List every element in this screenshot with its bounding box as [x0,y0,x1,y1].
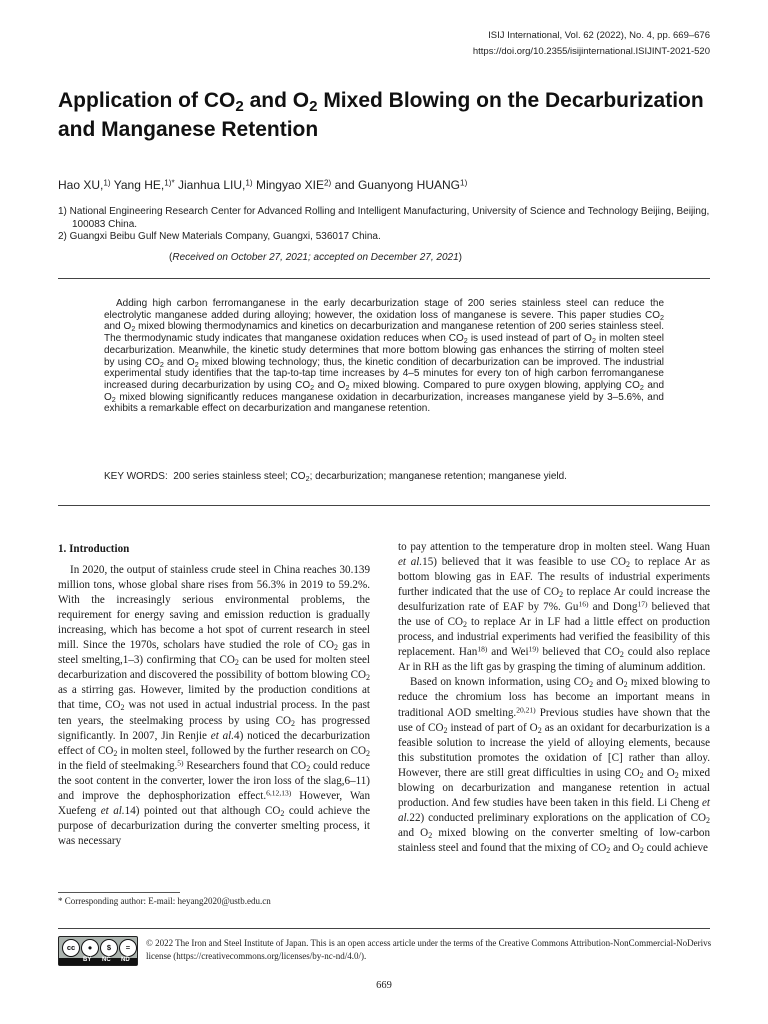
intro-paragraph-1: In 2020, the output of stainless crude steel in China reaches 30.139 million tons, whose global share rises from 56.3% in 2019 to 59.2%. With the increasingly serious environmental problems, the requirement for energy saving and emission reduction is gradually increasing, which has become a hot spot of current research in steel mill. Since the 1970s, scholars have studied the role of $CO_2$ gas in steel smelting,1–3) confirming that $CO_2$ can be used for molten steel decarburization and discovered the possibility of bottom blowing $CO_2$ as a stirring gas. However, limited by the production conditions at that time, $CO_2$ was not used in actual industrial process. In the past ten years, the steelmaking process by using $CO_2$ has progressed significantly. In 2007, Jin Renjie et al.4) noticed the decarburization effect of $CO_2$ in molten steel, followed by the further research on $CO_2$ in the field of steelmaking.$^{5)}$ Researchers found that $CO_2$ could reduce the soot content in the converter, lower the iron loss of the slag,6–11) and improve the dephosphorization effect.$^{6,12,13)}$ However, Wan Xuefeng et al.14) pointed out that although $CO_2$ could achieve the purpose of decarburization during the converter smelting process, it was necessary [58,564,371,847]
cc-license-badge[interactable] [58,936,138,966]
license-text: © 2022 The Iron and Steel Institute of Japan. This is an open access article under the terms of the Creative Commons Attribution-NonCommercial-NoDerivs license (https://creativecommons.org/licenses/by-nc-nd/4.0/). [146,938,712,961]
paper-title: Application of $CO_2$ and $O_2$ Mixed Blowing on the Decarburization and Manganese Retention [58,89,704,141]
license-rule [58,928,710,929]
nd-label: ND [121,957,130,963]
intro-paragraph-3: Based on known information, using $CO_2$ and $O_2$ mixed blowing to reduce the chromium loss has become an important means in traditional AOD smelting.$^{20,21)}$ Previous studies have shown that the use of $CO_2$ instead of part of $O_2$ as an oxidant for decarburization is a feasible solution to increase the yield of alloying elements, because this substitution promotes the oxidation of [C] rather than alloy. However, there are still great difficulties in using $CO_2$ and $O_2$ mixed blowing on decarburization and manganese retention in actual production. And few studies have been taken in this field. Li Cheng et al.22) conducted preliminary explorations on the application of $CO_2$ and $O_2$ mixed blowing on the converter smelting of low-carbon stainless steel and found that the mixing of $CO_2$ and $O_2$ could achieve [398,676,711,855]
abstract-bottom-rule [58,505,710,506]
doi-link[interactable]: https://doi.org/10.2355/isijinternational.ISIJINT-2021-520 [472,46,710,57]
journal-header [473,28,710,60]
nc-icon: $ [100,939,118,957]
nd-icon: = [119,939,137,957]
nc-label: NC [102,957,111,963]
abstract-text: Adding high carbon ferromanganese in the early decarburization stage of 200 series stainless steel can reduce the electrolytic manganese added during alloying; however, the oxidation loss of manganese is severe. This paper studies $CO_2$ and $O_2$ mixed blowing thermodynamics and kinetics on decarburization and manganese retention of 200 series stainless steel. The thermodynamic study indicates that manganese oxidation reduces when $CO_2$ is used instead of part of $O_2$ in molten steel decarburization. Meanwhile, the kinetic study determines that more bottom blowing gas enhances the stirring of molten steel by using $CO_2$ and $O_2$ mixed blowing technology; thus, the kinetic condition of decarburization can be improved. The industrial experimental study identifies that the tap-to-tap time increases by 4–5 minutes for every ton of high carbon ferromanganese increased during decarburization by using $CO_2$ and $O_2$ mixed blowing. Compared to pure oxygen blowing, applying $CO_2$ and $O_2$ mixed blowing significantly reduces manganese oxidation in decarburization, increases manganese yield by 3–5.6%, and exhibits a remarkable effect on decarburization and manganese retention. [104,298,665,415]
cc-icon: cc [62,939,80,957]
corresponding-author-footnote: * Corresponding author: E-mail: heyang2020@ustb.edu.cn [58,896,271,906]
author-list: Hao XU,$^{1)}$ Yang HE,$^{1)*}$ Jianhua LIU,$^{1)}$ Mingyao XIE$^{2)}$ and Guanyong HUANG$^{1)}$ [58,178,468,192]
page-number: 669 [376,980,392,991]
footnote-rule [58,892,180,893]
by-label: BY [83,957,92,963]
affiliations [58,206,713,244]
by-icon: ● [81,939,99,957]
keywords: KEY WORDS: 200 series stainless steel; $CO_2$; decarburization; manganese retention; manganese yield. [104,471,567,483]
left-column [58,540,370,849]
journal-citation: ISIJ International, Vol. 62 (2022), No. 4, pp. 669–676 [488,30,710,41]
section-heading: 1. Introduction [58,543,130,555]
received-dates: (Received on October 27, 2021; accepted on December 27, 2021) [169,252,462,263]
affiliation-1: 1) National Engineering Research Center for Advanced Rolling and Intelligent Manufacturing, University of Science and Technology Beijing, Beijing, 100083 China. [58,206,710,230]
right-column [398,540,710,856]
affiliation-2: 2) Guangxi Beibu Gulf New Materials Company, Guangxi, 536017 China. [58,231,381,242]
abstract-top-rule [58,278,710,279]
cc-badge-labels [59,958,137,965]
abstract [104,298,664,415]
intro-paragraph-2: to pay attention to the temperature drop in molten steel. Wang Huan et al.15) believed that it was feasible to use $CO_2$ to replace Ar as bottom blowing gas in EAF. The results of industrial experiments further indicated that the use of $CO_2$ to replace Ar could increase the desulfurization rate of EAF by 7%. Gu$^{16)}$ and Dong$^{17)}$ believed that the use of $CO_2$ to replace Ar in LF had a little effect on production process, and industrial experiments had verified the feasibility of this replacement. Han$^{18)}$ and Wei$^{19)}$ believed that $CO_2$ could also replace Ar in RH as the lift gas by grasping the timing of aluminum addition. [398,541,711,674]
